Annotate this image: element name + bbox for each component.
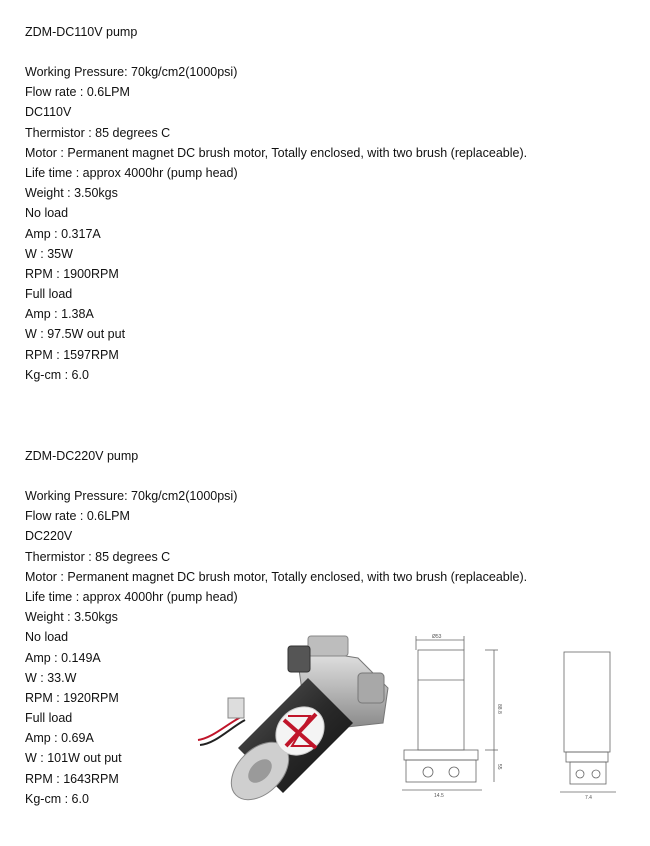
front-view-drawing <box>390 630 520 800</box>
spec-list <box>25 62 625 385</box>
spec-line: Thermistor : 85 degrees C <box>25 549 171 564</box>
spec-line: Amp : 0.317A <box>25 226 101 241</box>
spec-line: W : 35W <box>25 246 73 261</box>
wire-connector-icon <box>198 698 245 745</box>
spec-line: Thermistor : 85 degrees C <box>25 125 171 140</box>
spec-line: RPM : 1597RPM <box>25 347 119 362</box>
spec-line: Full load <box>25 287 73 302</box>
spec-line: RPM : 1643RPM <box>25 771 119 786</box>
side-view-schematic <box>550 640 630 800</box>
spec-line: W : 33.W <box>25 670 77 685</box>
spec-line: RPM : 1920RPM <box>25 690 119 705</box>
spec-line: DC220V <box>25 529 73 544</box>
spec-line: Life time : approx 4000hr (pump head) <box>25 165 238 180</box>
spec-line: Amp : 0.149A <box>25 650 101 665</box>
product-title: ZDM-DC220V pump <box>25 449 139 463</box>
spec-line: W : 97.5W out put <box>25 327 126 342</box>
spec-line: Weight : 3.50kgs <box>25 610 118 625</box>
spec-line: Amp : 0.69A <box>25 731 94 746</box>
spec-line: No load <box>25 630 69 645</box>
dim-base-label: 55 <box>496 764 502 770</box>
spec-line: Flow rate : 0.6LPM <box>25 85 130 100</box>
product-section-dc110v <box>25 22 625 385</box>
spec-line: No load <box>25 206 69 221</box>
pump-illustration <box>188 628 404 806</box>
dim-top-label: Ø53 <box>432 634 442 640</box>
dim-width-label: 14.5 <box>434 793 444 799</box>
product-title: ZDM-DC110V pump <box>25 25 138 39</box>
spec-line: Kg-cm : 6.0 <box>25 791 89 806</box>
spec-line: Life time : approx 4000hr (pump head) <box>25 589 238 604</box>
spec-line: W : 101W out put <box>25 751 122 766</box>
spec-line: Working Pressure: 70kg/cm2(1000psi) <box>25 489 238 503</box>
dim-side-label: 7.4 <box>585 795 592 800</box>
dim-height-label: 88.8 <box>496 704 502 714</box>
spec-line: Amp : 1.38A <box>25 307 94 322</box>
spec-line: Full load <box>25 711 73 726</box>
pump-photo <box>188 628 404 806</box>
spec-line: Motor : Permanent magnet DC brush motor, Totally enclosed, with two brush (replaceable). <box>25 569 528 584</box>
spec-line: Kg-cm : 6.0 <box>25 367 89 382</box>
spec-line: DC110V <box>25 105 72 120</box>
spec-line: Flow rate : 0.6LPM <box>25 509 130 524</box>
front-view-schematic <box>390 630 520 800</box>
spec-line: Weight : 3.50kgs <box>25 186 118 201</box>
spec-line: Working Pressure: 70kg/cm2(1000psi) <box>25 65 238 79</box>
side-view-drawing <box>550 640 630 800</box>
spec-line: Motor : Permanent magnet DC brush motor, Totally enclosed, with two brush (replaceable). <box>25 145 528 160</box>
spec-line: RPM : 1900RPM <box>25 266 119 281</box>
